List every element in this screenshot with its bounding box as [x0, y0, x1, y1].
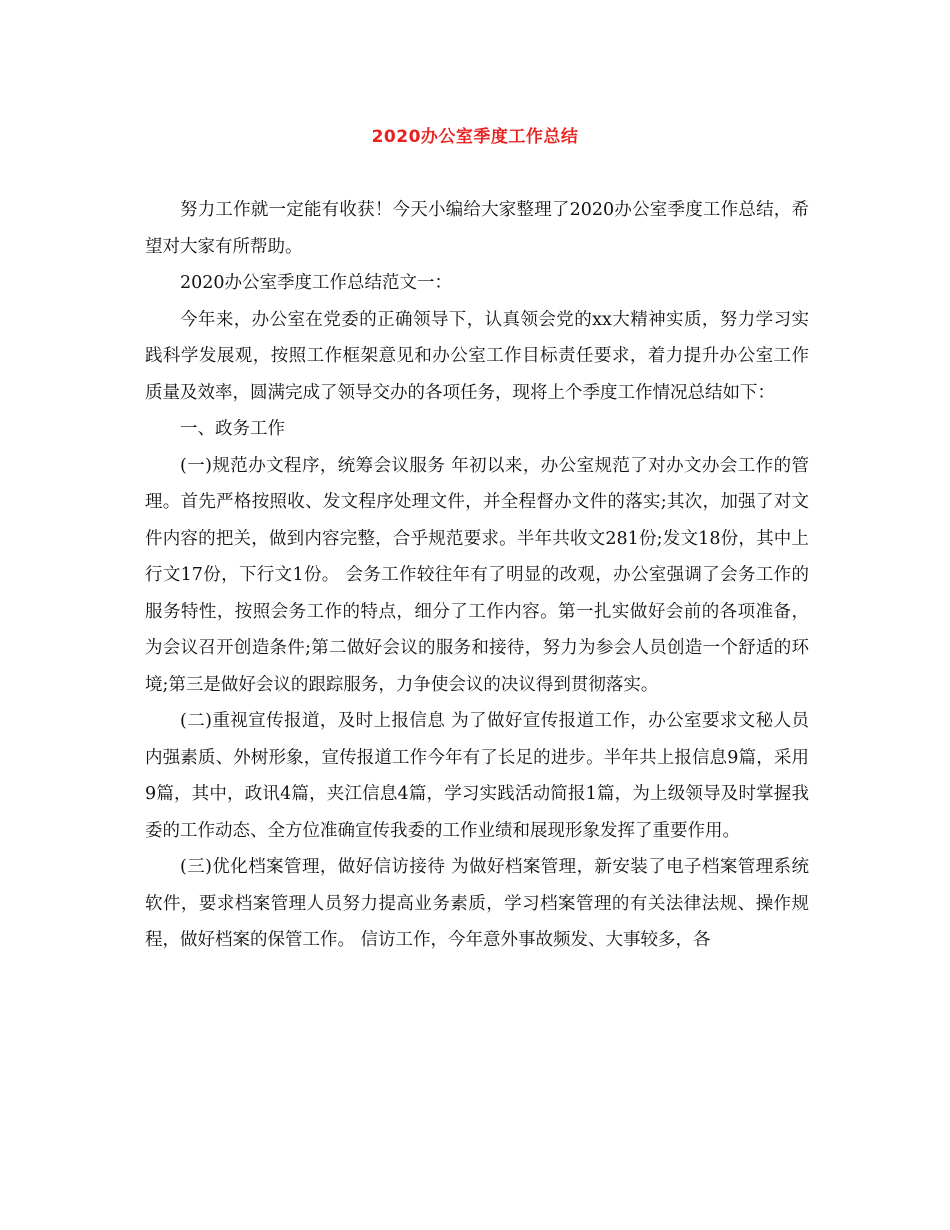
document-body [145, 192, 809, 959]
paragraph-overview: 今年来，办公室在党委的正确领导下，认真领会党的xx大精神实质，努力学习实践科学发展观，按照工作框架意见和办公室工作目标责任要求，着力提升办公室工作质量及效率，圆满完成了领导交办的各项任务，现将上个季度工作情况总结如下： [145, 309, 809, 403]
paragraph-document-handling: (一)规范办文程序，统筹会议服务 年初以来，办公室规范了对办文办会工作的管理。首先严格按照收、发文程序处理文件，并全程督办文件的落实;其次，加强了对文件内容的把关，做到内容完整，合乎规范要求。半年共收文281份;发文18份，其中上行文17份，下行文1份。 会务工作较往年有了明显的改观，办公室强调了会务工作的服务特性，按照会务工作的特点，细分了工作内容。第一扎实做好会前的各项准备，为会议召开创造条件;第二做好会议的服务和接待，努力为参会人员创造一个舒适的环境;第三是做好会议的跟踪服务，力争使会议的决议得到贯彻落实。 [145, 455, 809, 695]
paragraph-intro: 努力工作就一定能有收获！今天小编给大家整理了2020办公室季度工作总结，希望对大家有所帮助。 [145, 200, 809, 257]
paragraph-publicity: (二)重视宣传报道，及时上报信息 为了做好宣传报道工作，办公室要求文秘人员内强素质、外树形象，宣传报道工作今年有了长足的进步。半年共上报信息9篇，采用9篇，其中，政讯4篇，夹江信息4篇，学习实践活动简报1篇，为上级领导及时掌握我委的工作动态、全方位准确宣传我委的工作业绩和展现形象发挥了重要作用。 [145, 711, 809, 841]
paragraph-sample-heading: 2020办公室季度工作总结范文一： [180, 273, 453, 293]
paragraph-archives: (三)优化档案管理，做好信访接待 为做好档案管理，新安装了电子档案管理系统软件，要求档案管理人员努力提高业务素质，学习档案管理的有关法律法规、操作规程，做好档案的保管工作。 信访工作，今年意外事故频发、大事较多，各 [145, 857, 809, 950]
document-title: 2020办公室季度工作总结 [371, 127, 579, 147]
section-heading-government-affairs: 一、政务工作 [180, 419, 285, 439]
